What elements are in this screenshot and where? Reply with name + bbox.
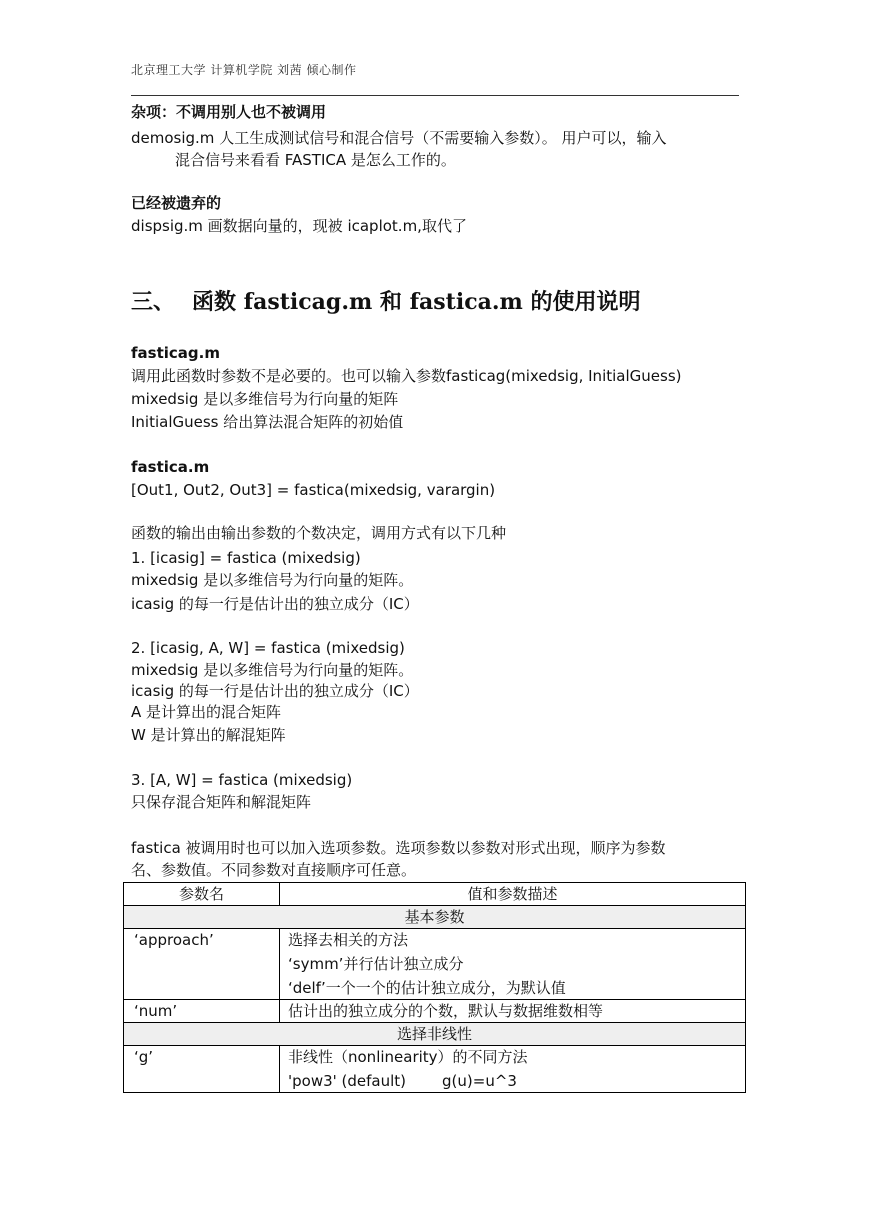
usage-1-line-2: icasig 的每一行是估计出的独立成分（IC） [131,595,419,613]
usage-1-line-1: mixedsig 是以多维信号为行向量的矩阵。 [131,571,414,589]
options-line-2: 名、参数值。不同参数对直接顺序可任意。 [131,861,417,879]
usage-3-call: 3. [A, W] = fastica (mixedsig) [131,771,353,789]
usage-2-line-1: mixedsig 是以多维信号为行向量的矩阵。 [131,661,414,679]
param-g-desc [280,1046,746,1093]
table-header-description: 值和参数描述 [280,883,746,906]
table-row [124,1046,746,1093]
approach-desc-line-3: ‘delf’一个一个的估计独立成分，为默认值 [288,979,566,997]
approach-desc-line-2: ‘symm’并行估计独立成分 [288,955,464,973]
deprecated-heading: 已经被遗弃的 [131,194,222,212]
fasticag-line-2: mixedsig 是以多维信号为行向量的矩阵 [131,390,399,408]
param-approach-name: ‘approach’ [124,929,280,1000]
param-num-desc: 估计出的独立成分的个数，默认与数据维数相等 [280,1000,746,1023]
param-g-name: ‘g’ [124,1046,280,1093]
approach-desc-line-1: 选择去相关的方法 [288,931,409,949]
fastica-heading: fastica.m [131,458,210,476]
table-section-nonlinear: 选择非线性 [124,1023,746,1046]
fastica-signature: [Out1, Out2, Out3] = fastica(mixedsig, varargin) [131,481,496,499]
fasticag-heading: fasticag.m [131,344,220,362]
header-divider [131,95,739,96]
options-line-1: fastica 被调用时也可以加入选项参数。选项参数以参数对形式出现，顺序为参数 [131,839,666,857]
g-desc-line-1: 非线性（nonlinearity）的不同方法 [288,1048,528,1066]
table-section-row [124,1023,746,1046]
table-row [124,929,746,1000]
usage-2-line-2: icasig 的每一行是估计出的独立成分（IC） [131,682,419,700]
table-header-row [124,883,746,906]
section-3-number: 三、 [131,289,176,315]
usage-1-call: 1. [icasig] = fastica (mixedsig) [131,549,361,567]
page-header: 北京理工大学 计算机学院 刘茜 倾心制作 [131,63,357,77]
section-3-title: 函数 fasticag.m 和 fastica.m 的使用说明 [192,289,641,315]
parameter-table [123,882,746,1093]
g-option-formula: g(u)=u^3 [442,1072,517,1090]
table-header-param-name: 参数名 [124,883,280,906]
misc-heading: 杂项：不调用别人也不被调用 [131,103,327,121]
table-row [124,1000,746,1023]
dispsig-line: dispsig.m 画数据向量的，现被 icaplot.m,取代了 [131,217,467,235]
usage-2-call: 2. [icasig, A, W] = fastica (mixedsig) [131,639,405,657]
usage-2-line-4: W 是计算出的解混矩阵 [131,726,286,744]
g-desc-line-2 [288,1070,737,1092]
usage-2-line-3: A 是计算出的混合矩阵 [131,703,282,721]
fasticag-line-1: 调用此函数时参数不是必要的。也可以输入参数fasticag(mixedsig, InitialGuess) [131,367,682,385]
usage-3-line-1: 只保存混合矩阵和解混矩阵 [131,793,312,811]
fasticag-line-3: InitialGuess 给出算法混合矩阵的初始值 [131,413,404,431]
param-num-name: ‘num’ [124,1000,280,1023]
demosig-line-2: 混合信号来看看 FASTICA 是怎么工作的。 [175,151,456,169]
table-section-row [124,906,746,929]
demosig-line-1: demosig.m 人工生成测试信号和混合信号（不需要输入参数）。 用户可以，输入 [131,129,667,147]
section-3-heading [131,285,640,316]
table-section-basic: 基本参数 [124,906,746,929]
g-option-pow3: 'pow3' (default) [288,1072,407,1090]
fastica-intro: 函数的输出由输出参数的个数决定，调用方式有以下几种 [131,524,507,542]
param-approach-desc [280,929,746,1000]
